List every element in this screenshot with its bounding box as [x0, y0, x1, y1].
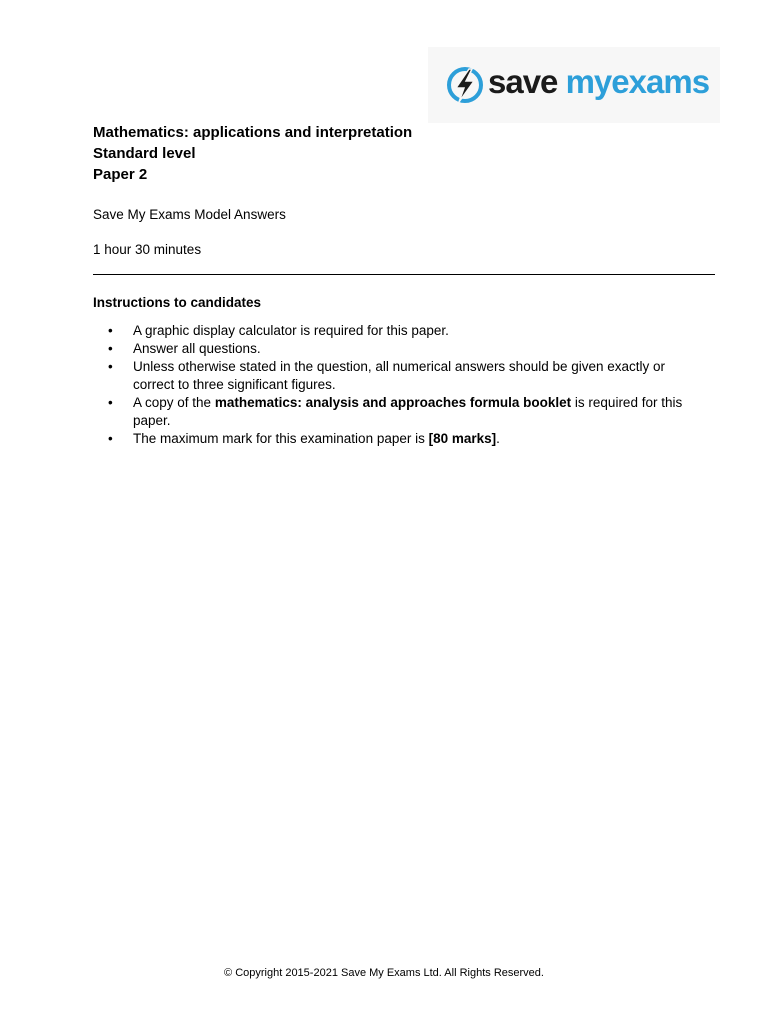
list-item: • Unless otherwise stated in the question, all numerical answers should be given exactly or correct to three significant figures.	[108, 359, 666, 392]
brand-logo	[428, 47, 720, 123]
instructions-heading: Instructions to candidates	[93, 295, 262, 310]
instructions-list	[108, 322, 698, 448]
list-item: • A copy of the mathematics: analysis and approaches formula booklet is required for this paper.	[108, 395, 683, 428]
logo-wordmark: save myexams	[488, 63, 710, 100]
subject-title: Mathematics: applications and interpretation	[93, 124, 413, 141]
document-subtitle: Save My Exams Model Answers	[93, 207, 286, 222]
list-item: • Answer all questions.	[108, 341, 261, 356]
exam-duration: 1 hour 30 minutes	[93, 242, 202, 257]
list-item: • The maximum mark for this examination paper is [80 marks].	[108, 431, 500, 446]
level-title: Standard level	[93, 145, 196, 162]
lightning-bolt-circle-icon	[445, 65, 485, 105]
divider	[93, 274, 715, 275]
copyright-footer: © Copyright 2015-2021 Save My Exams Ltd. All Rights Reserved.	[224, 967, 544, 979]
list-item: • A graphic display calculator is required for this paper.	[108, 323, 449, 338]
paper-title: Paper 2	[93, 166, 148, 183]
